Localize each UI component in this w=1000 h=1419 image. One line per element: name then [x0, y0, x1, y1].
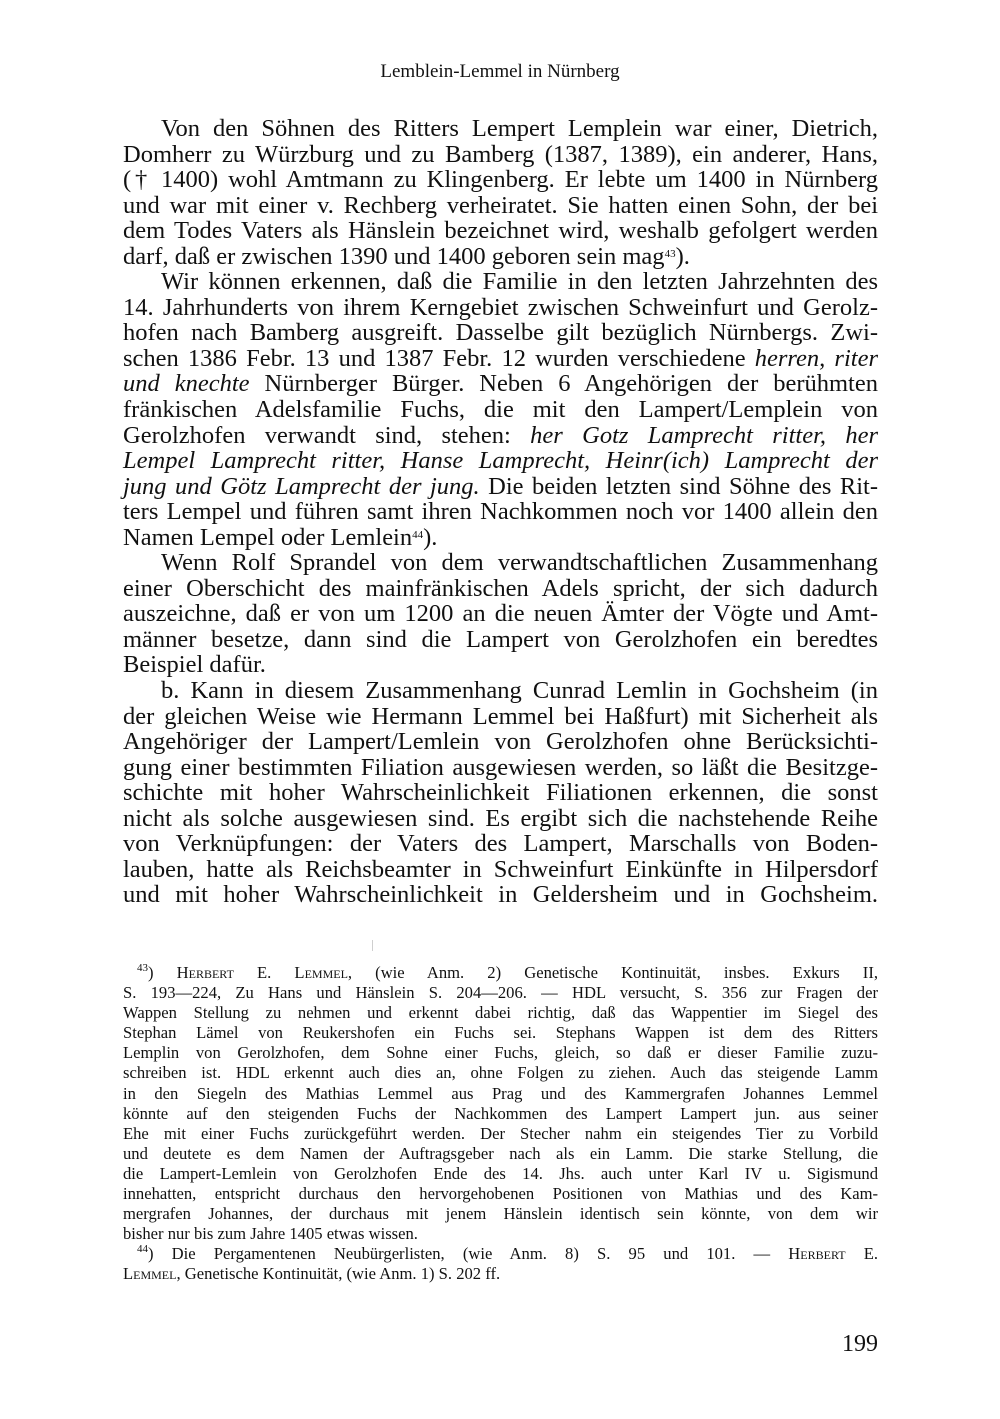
footnote-line — [123, 1104, 878, 1124]
text-run: Wir können erkennen, daß die Familie in den letzten Jahrzehnten des — [161, 268, 878, 296]
footnote-ref[interactable]: 44 — [137, 1243, 148, 1256]
text-run: lauben, hatte als Reichsbeamter in Schweinfurt Einkünfte in Hilpersdorf — [123, 855, 878, 883]
text-run: die Lampert-Lemlein von Gerolzhofen Ende des 14. Jhs. auch unter Karl IV u. Sigismund — [123, 1163, 878, 1183]
text-run: der gleichen Weise wie Hermann Lemmel bei Haßfurt) mit Sicherheit als — [123, 702, 878, 730]
text-run: Von den Söhnen des Ritters Lempert Lemplein war einer, Dietrich, — [161, 115, 878, 142]
footnote-line — [123, 1144, 878, 1164]
footnote-ref[interactable]: 43 — [664, 247, 676, 260]
text-run: Wappen Stellung zu nehmen und erkennt dabei richtig, daß das Wappentier im Siegel des — [123, 1003, 878, 1023]
text-run: könnte auf den steigenden Fuchs der Nachkommen des Lampert Lampert jun. aus seiner — [123, 1103, 878, 1123]
text-line — [123, 601, 878, 627]
text-run: Gerolzhofen verwandt sind, stehen: — [123, 421, 531, 449]
text-run: b. Kann in diesem Zusammenhang Cunrad Lemlin in Gochsheim (in — [161, 677, 878, 705]
text-line — [123, 755, 878, 781]
text-line — [123, 193, 878, 219]
footnote-line — [123, 1264, 878, 1284]
text-run: Lemmel — [123, 1264, 177, 1284]
text-line — [123, 780, 878, 806]
text-line — [123, 371, 878, 397]
text-run: jung und Götz Lamprecht der jung. — [123, 472, 480, 500]
text-run: hofen nach Bamberg ausgreift. Dasselbe gilt bezüglich Nürnbergs. Zwi- — [123, 319, 878, 347]
text-run: bisher nur bis zum Jahre 1405 etwas wissen. — [123, 1224, 418, 1244]
text-line — [123, 116, 878, 142]
text-run: innehatten, entspricht durchaus den hervorgehobenen Positionen von Mathias und des Kam- — [123, 1184, 878, 1204]
text-run: 14. Jahrhunderts von ihrem Kerngebiet zwischen Schweinfurt und Gerolz- — [123, 293, 878, 321]
text-line — [123, 295, 878, 321]
text-run: († 1400) wohl Amtmann zu Klingenberg. Er lebte um 1400 in Nürnberg — [123, 166, 878, 194]
text-run: Namen Lempel oder Lemlein — [123, 523, 413, 551]
text-run: dem Todes Vaters als Hänslein bezeichnet wird, weshalb gefolgert werden — [123, 217, 878, 245]
footnote-line — [123, 1184, 878, 1204]
text-run: und mit hoher Wahrscheinlichkeit in Geldersheim und in Gochsheim. — [123, 881, 878, 909]
text-run: ) — [148, 963, 177, 982]
text-line — [123, 652, 878, 678]
text-line — [123, 142, 878, 168]
text-run: S. 193—224, Zu Hans und Hänslein S. 204—206. — HDL versucht, S. 356 zur Fragen der — [123, 983, 878, 1003]
text-line — [123, 244, 878, 270]
text-line — [123, 882, 878, 908]
text-run: herren, riter — [754, 344, 878, 372]
text-run: gung einer bestimmten Filiation ausgewiesen werden, so läßt die Besitzge- — [123, 753, 878, 781]
running-title: Lemblein-Lemmel in Nürnberg — [380, 61, 620, 82]
text-run: Wenn Rolf Sprandel von dem verwandtschaftlichen Zusammenhang — [161, 549, 878, 577]
text-run: und deutete es dem Namen der Auftragsgeber nach als ein Lamm. Die starke Stellung, die — [123, 1143, 878, 1163]
text-line — [123, 423, 878, 449]
text-run: nicht als solche ausgewiesen sind. Es ergibt sich die nachstehende Reihe — [123, 804, 878, 832]
text-line — [123, 448, 878, 474]
text-run: ). — [675, 242, 690, 270]
text-run: ). — [423, 523, 438, 551]
footnote-line — [123, 1244, 878, 1264]
footnote-line — [123, 1023, 878, 1043]
text-line — [123, 704, 878, 730]
text-run: , (wie Anm. 2) Genetische Kontinuität, insbes. Exkurs II, — [347, 963, 879, 982]
text-run: mergrafen Johannes, der durchaus mit jenem Hänslein identisch sein könnte, von dem wir — [123, 1204, 878, 1224]
text-run: und war mit einer v. Rechberg verheiratet. Sie hatten einen Sohn, der bei — [123, 191, 878, 219]
text-run: ters Lempel und führen samt ihren Nachkommen noch vor 1400 allein den — [123, 498, 878, 526]
footnote-line — [123, 1063, 878, 1083]
text-line — [123, 729, 878, 755]
main-text — [123, 116, 878, 908]
footnote-line — [123, 1084, 878, 1104]
separator-mark — [372, 940, 373, 951]
text-line — [123, 269, 878, 295]
text-run: Beispiel dafür. — [123, 651, 266, 679]
text-line — [123, 525, 878, 551]
text-line — [123, 806, 878, 832]
footnote-ref[interactable]: 43 — [137, 962, 148, 974]
text-line — [123, 499, 878, 525]
text-run: Lemplin von Gerolzhofen, dem Sohne einer Fuchs, gleich, so daß er dieser Familie zuzu- — [123, 1043, 878, 1063]
footnote-line — [123, 1124, 878, 1144]
page-number: 199 — [842, 1331, 878, 1357]
text-line — [123, 320, 878, 346]
text-run: und knechte — [123, 370, 250, 398]
footnote-line — [123, 1204, 878, 1224]
text-line — [123, 678, 878, 704]
text-run: her Gotz Lamprecht ritter, her — [530, 421, 878, 449]
text-run: darf, daß er zwischen 1390 und 1400 geboren sein mag — [123, 242, 665, 270]
text-run: Stephan Lämel von Reukershofen ein Fuchs sei. Stephans Wappen ist dem des Ritters — [123, 1023, 878, 1043]
text-run: männer besetze, dann sind die Lampert von Gerolzhofen ein beredtes — [123, 625, 878, 653]
text-line — [123, 627, 878, 653]
text-run: Nürnberger Bürger. Neben 6 Angehörigen der berühmten — [249, 370, 878, 398]
text-run: Ehe mit einer Fuchs zurückgeführt werden. Der Stecher nahm ein steigendes Tier zu Vorbild — [123, 1123, 878, 1143]
text-run: Herbert E. — [788, 1244, 878, 1264]
text-run: einer Oberschicht des mainfränkischen Adels spricht, der sich dadurch — [123, 574, 878, 602]
text-line — [123, 576, 878, 602]
text-run: in den Siegeln des Mathias Lemmel aus Prag und des Kammergrafen Johannes Lemmel — [123, 1083, 878, 1103]
text-run: Lempel Lamprecht ritter, Hanse Lamprecht, Heinr(ich) Lamprecht der — [123, 447, 878, 475]
footnote-line — [123, 1003, 878, 1023]
text-line — [123, 831, 878, 857]
text-run: schichte mit hoher Wahrscheinlichkeit Filiationen erkennen, die sonst — [123, 779, 878, 807]
footnote-line — [123, 1043, 878, 1063]
text-run: Herbert E. Lemmel — [176, 963, 348, 982]
text-line — [123, 346, 878, 372]
text-line — [123, 550, 878, 576]
text-line — [123, 857, 878, 883]
text-run: fränkischen Adelsfamilie Fuchs, die mit den Lampert/Lemplein von — [123, 396, 878, 424]
text-line — [123, 167, 878, 193]
text-run: ) Die Pergamentenen Neubürgerlisten, (wie Anm. 8) S. 95 und 101. — — [148, 1244, 789, 1264]
text-run: schen 1386 Febr. 13 und 1387 Febr. 12 wurden verschiedene — [123, 344, 755, 372]
text-run: von Verknüpfungen: der Vaters des Lampert, Marschalls von Boden- — [123, 830, 878, 858]
footnote-line — [123, 1224, 878, 1244]
footnote-line — [123, 963, 878, 983]
text-run: Angehöriger der Lampert/Lemlein von Gerolzhofen ohne Berücksichti- — [123, 728, 878, 756]
text-line — [123, 397, 878, 423]
footnotes — [123, 963, 878, 1285]
text-run: schreiben ist. HDL erkennt auch dies an, ohne Folgen zu ziehen. Auch das steigende Lamm — [123, 1063, 878, 1083]
footnote-ref[interactable]: 44 — [412, 528, 424, 541]
text-line — [123, 474, 878, 500]
text-run: Die beiden letzten sind Söhne des Rit- — [479, 472, 878, 500]
footnote-line — [123, 1164, 878, 1184]
text-run: , Genetische Kontinuität, (wie Anm. 1) S. 202 ff. — [176, 1264, 501, 1284]
text-run: Domherr zu Würzburg und zu Bamberg (1387, 1389), ein anderer, Hans, — [123, 140, 878, 168]
text-run: auszeichne, daß er von um 1200 an die neuen Ämter der Vögte und Amt- — [123, 600, 878, 628]
text-line — [123, 218, 878, 244]
footnote-line — [123, 983, 878, 1003]
